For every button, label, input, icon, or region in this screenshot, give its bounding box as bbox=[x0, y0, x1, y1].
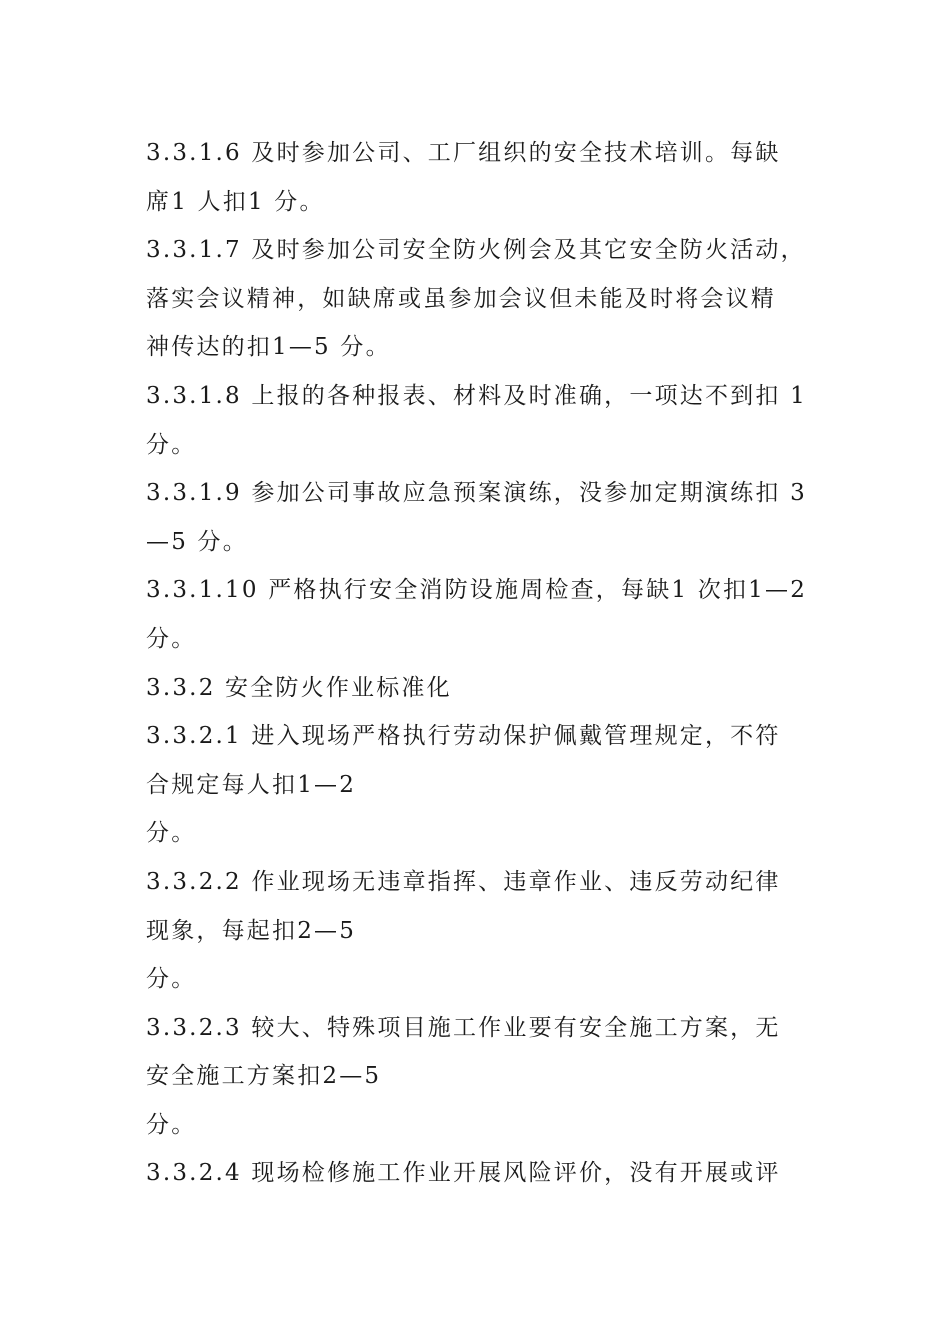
text-line: 3.3.2.2 作业现场无违章指挥、违章作业、违反劳动纪律 bbox=[146, 868, 781, 895]
section-heading: 3.3.2 安全防火作业标准化 bbox=[146, 674, 452, 701]
text-line: 分。 bbox=[146, 820, 197, 847]
document-body bbox=[146, 133, 826, 1202]
text-line: 分。 bbox=[146, 625, 197, 652]
text-line: 合规定每人扣1—2 bbox=[146, 771, 357, 798]
text-line: 落实会议精神，如缺席或虽参加会议但未能及时将会议精 bbox=[146, 285, 776, 312]
text-line: 3.3.1.7 及时参加公司安全防火例会及其它安全防火活动， bbox=[146, 237, 806, 264]
text-line: 3.3.1.10 严格执行安全消防设施周检查，每缺1 次扣1—2 bbox=[146, 577, 808, 604]
text-line: 席1 人扣1 分。 bbox=[146, 188, 325, 215]
text-line: 3.3.2.1 进入现场严格执行劳动保护佩戴管理规定，不符 bbox=[146, 723, 781, 750]
text-line: —5 分。 bbox=[146, 528, 248, 555]
text-line: 现象，每起扣2—5 bbox=[146, 917, 357, 944]
text-line: 3.3.2.3 较大、特殊项目施工作业要有安全施工方案，无 bbox=[146, 1014, 781, 1041]
text-line: 神传达的扣1—5 分。 bbox=[146, 334, 391, 361]
text-line: 3.3.2.4 现场检修施工作业开展风险评价，没有开展或评 bbox=[146, 1160, 781, 1187]
text-line: 分。 bbox=[146, 431, 197, 458]
text-line: 分。 bbox=[146, 1111, 197, 1138]
text-line: 3.3.1.6 及时参加公司、工厂组织的安全技术培训。每缺 bbox=[146, 140, 781, 166]
text-line: 分。 bbox=[146, 966, 197, 993]
text-line: 3.3.1.8 上报的各种报表、材料及时准确，一项达不到扣 1 bbox=[146, 382, 807, 409]
text-line: 3.3.1.9 参加公司事故应急预案演练，没参加定期演练扣 3 bbox=[146, 480, 807, 507]
text-line: 安全施工方案扣2—5 bbox=[146, 1063, 382, 1090]
